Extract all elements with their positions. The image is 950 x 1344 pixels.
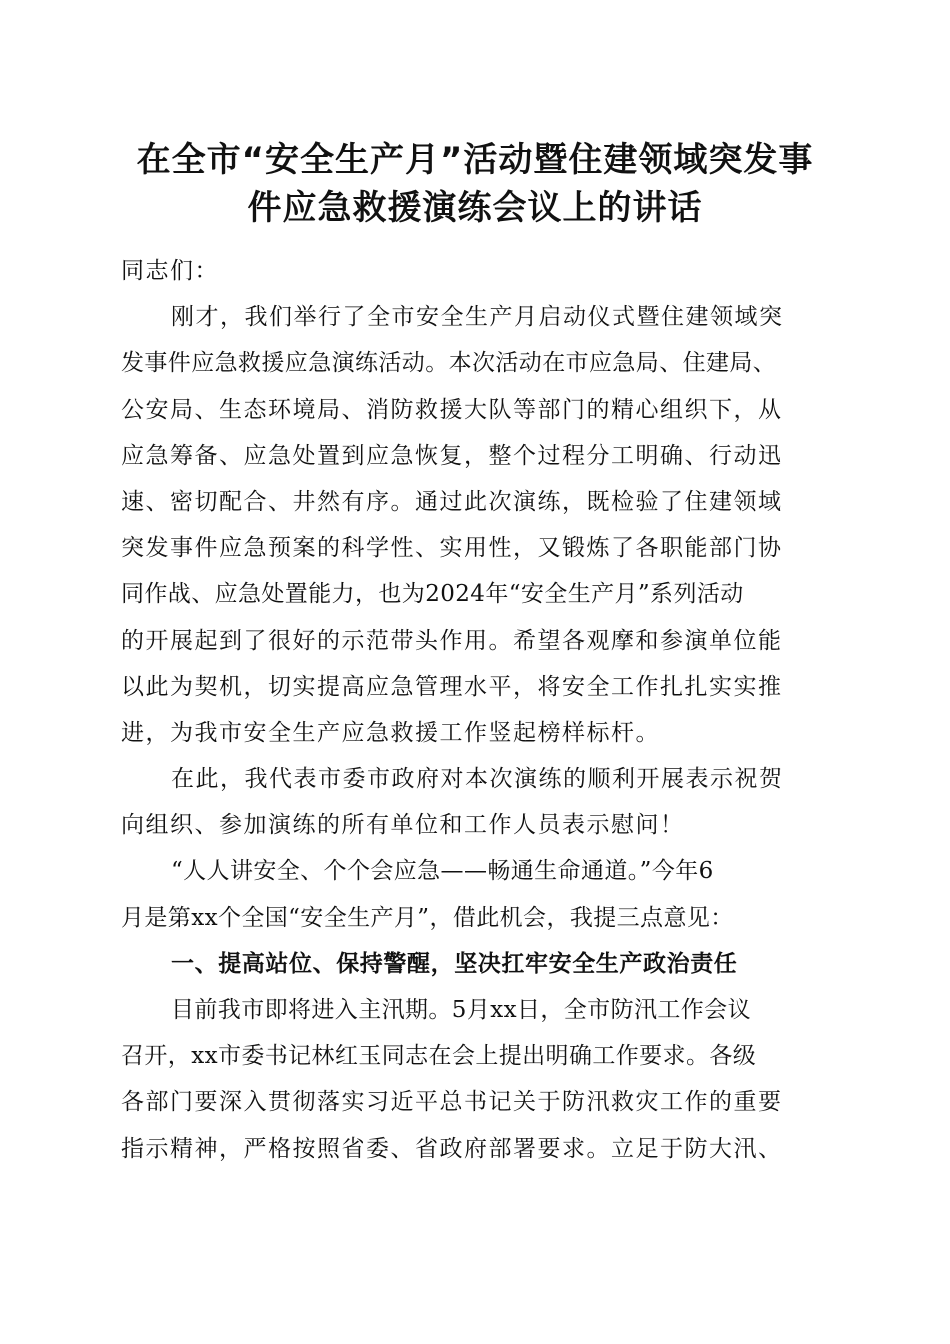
- paragraph-line: 目前我市即将进入主汛期。5月xx日，全市防汛工作会议: [171, 997, 751, 1023]
- paragraph-line: 公安局、生态环境局、消防救援大队等部门的精心组织下，从: [121, 396, 783, 423]
- title-line-2: 件应急救援演练会议上的讲话: [247, 188, 703, 228]
- document-title: [100, 136, 850, 232]
- paragraph-line: 突发事件应急预案的科学性、实用性，又锻炼了各职能部门协: [121, 535, 783, 562]
- paragraph-line: “人人讲安全、个个会应急——畅通生命通道。”今年6: [171, 858, 714, 885]
- paragraph-line: 的开展起到了很好的示范带头作用。希望各观摩和参演单位能: [121, 627, 783, 654]
- paragraph-line: 指示精神，严格按照省委、省政府部署要求。立足于防大汛、: [121, 1135, 783, 1162]
- title-line-1: 在全市“安全生产月”活动暨住建领域突发事: [136, 140, 814, 180]
- paragraph-line: 在此，我代表市委市政府对本次演练的顺利开展表示祝贺: [171, 766, 784, 793]
- paragraph-line: 速、密切配合、井然有序。通过此次演练，既检验了住建领域: [121, 488, 783, 515]
- paragraph-line: 向组织、参加演练的所有单位和工作人员表示慰问！: [121, 812, 685, 839]
- paragraph-line: 同作战、应急处置能力，也为2024年“安全生产月”系列活动: [121, 581, 744, 608]
- paragraph-line: 应急筹备、应急处置到应急恢复，整个过程分工明确、行动迅: [121, 442, 783, 469]
- paragraph-line: 刚才，我们举行了全市安全生产月启动仪式暨住建领域突: [171, 304, 784, 331]
- salutation: 同志们：: [121, 258, 219, 284]
- paragraph-line: 发事件应急救援应急演练活动。本次活动在市应急局、住建局、: [121, 350, 777, 377]
- paragraph-line: 以此为契机，切实提高应急管理水平，将安全工作扎扎实实推: [121, 673, 783, 700]
- paragraph-line: 各部门要深入贯彻落实习近平总书记关于防汛救灾工作的重要: [121, 1089, 783, 1116]
- paragraph-line: 进，为我市安全生产应急救援工作竖起榜样标杆。: [121, 719, 660, 746]
- paragraph-line: 月是第xx个全国“安全生产月”，借此机会，我提三点意见：: [121, 904, 734, 931]
- paragraph-line: 召开，xx市委书记林红玉同志在会上提出明确工作要求。各级: [121, 1043, 757, 1070]
- section-heading: 一、提高站位、保持警醒，坚决扛牢安全生产政治责任: [171, 950, 738, 977]
- document-body: [121, 248, 833, 1172]
